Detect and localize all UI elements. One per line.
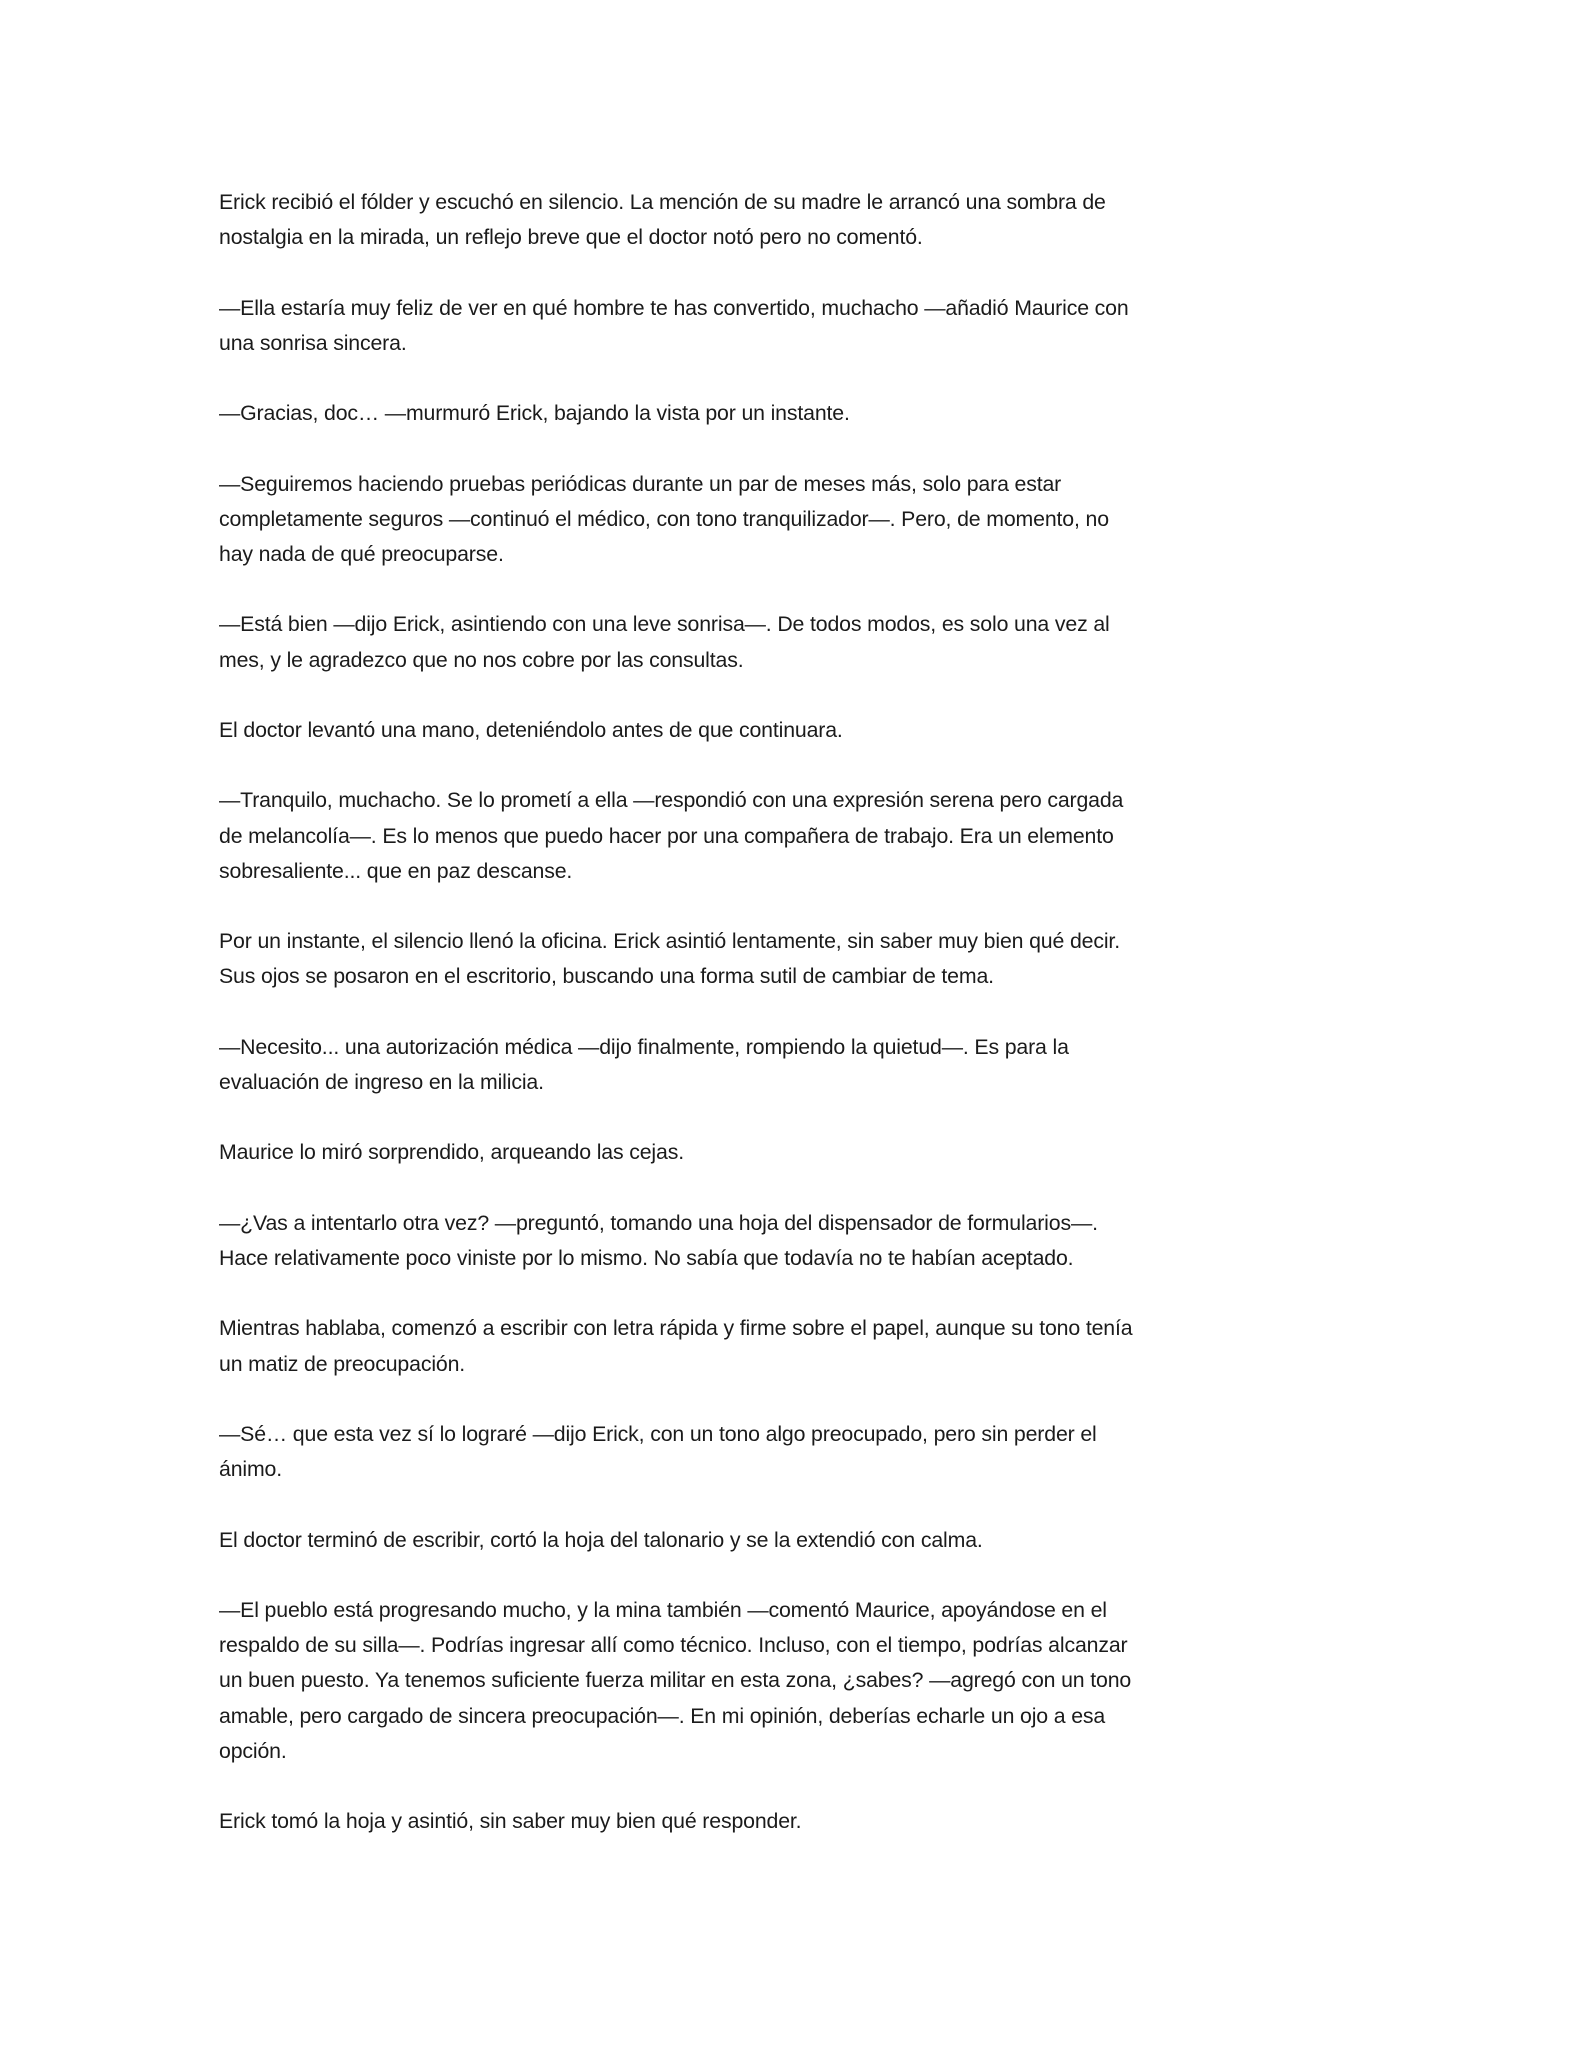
text-line: nostalgia en la mirada, un reflejo breve que el doctor notó pero no comentó. [219,225,923,250]
text-line: —Sé… que esta vez sí lo lograré —dijo Erick, con un tono algo preocupado, pero sin perder el [219,1421,1097,1446]
text-line: mes, y le agradezco que no nos cobre por las consultas. [219,647,744,672]
text-line: un matiz de preocupación. [219,1351,466,1376]
text-line: Erick recibió el fólder y escuchó en silencio. La mención de su madre le arrancó una sombra de [219,190,1106,214]
paragraph-4 [219,467,1369,573]
text-line: Por un instante, el silencio llenó la oficina. Erick asintió lentamente, sin saber muy bien qué decir. [219,929,1120,954]
paragraph-15 [219,1593,1369,1769]
text-line: Maurice lo miró sorprendido, arqueando las cejas. [219,1140,684,1165]
text-line: —Está bien —dijo Erick, asintiendo con una leve sonrisa—. De todos modos, es solo una vez al [219,612,1110,637]
text-line: El doctor levantó una mano, deteniéndolo antes de que continuara. [219,717,843,742]
paragraph-2 [219,291,1369,361]
text-line: —Tranquilo, muchacho. Se lo prometí a ella —respondió con una expresión serena pero cargada [219,788,1124,813]
paragraph-13 [219,1417,1369,1487]
document-page [219,185,1369,1875]
paragraph-9 [219,1030,1369,1100]
text-line: una sonrisa sincera. [219,330,407,355]
text-line: ánimo. [219,1457,283,1482]
text-line: de melancolía—. Es lo menos que puedo hacer por una compañera de trabajo. Era un elemento [219,823,1114,848]
text-line: —Necesito... una autorización médica —dijo finalmente, rompiendo la quietud—. Es para la [219,1034,1069,1059]
paragraph-8 [219,924,1369,994]
text-line: respaldo de su silla—. Podrías ingresar allí como técnico. Incluso, con el tiempo, podrías alcanzar [219,1633,1128,1658]
text-line: completamente seguros —continuó el médico, con tono tranquilizador—. Pero, de momento, no [219,506,1109,531]
text-line: opción. [219,1738,287,1763]
paragraph-12 [219,1311,1369,1381]
paragraph-7 [219,783,1369,889]
paragraph-10 [219,1135,1369,1170]
text-line: Erick tomó la hoja y asintió, sin saber muy bien qué responder. [219,1809,802,1834]
paragraph-14 [219,1523,1369,1558]
text-line: amable, pero cargado de sincera preocupación—. En mi opinión, deberías echarle un ojo a esa [219,1703,1106,1728]
paragraph-16 [219,1804,1369,1839]
paragraph-1 [219,185,1369,255]
text-line: Mientras hablaba, comenzó a escribir con letra rápida y firme sobre el papel, aunque su tono tenía [219,1316,1133,1341]
paragraph-6 [219,713,1369,748]
text-line: —El pueblo está progresando mucho, y la mina también —comentó Maurice, apoyándose en el [219,1597,1107,1622]
paragraph-3 [219,396,1369,431]
text-line: sobresaliente... que en paz descanse. [219,858,573,883]
text-line: El doctor terminó de escribir, cortó la hoja del talonario y se la extendió con calma. [219,1527,983,1552]
text-line: un buen puesto. Ya tenemos suficiente fuerza militar en esta zona, ¿sabes? —agregó con un tono [219,1668,1132,1693]
paragraph-5 [219,607,1369,677]
text-line: Sus ojos se posaron en el escritorio, buscando una forma sutil de cambiar de tema. [219,964,994,989]
paragraph-11 [219,1206,1369,1276]
text-line: evaluación de ingreso en la milicia. [219,1069,544,1094]
text-line: —Ella estaría muy feliz de ver en qué hombre te has convertido, muchacho —añadió Maurice con [219,295,1129,320]
text-line: —Gracias, doc… —murmuró Erick, bajando la vista por un instante. [219,401,850,426]
text-line: —¿Vas a intentarlo otra vez? —preguntó, tomando una hoja del dispensador de formularios—. [219,1210,1098,1235]
text-line: Hace relativamente poco viniste por lo mismo. No sabía que todavía no te habían aceptado. [219,1245,1074,1270]
text-line: —Seguiremos haciendo pruebas periódicas durante un par de meses más, solo para estar [219,471,1062,496]
text-line: hay nada de qué preocuparse. [219,541,504,566]
